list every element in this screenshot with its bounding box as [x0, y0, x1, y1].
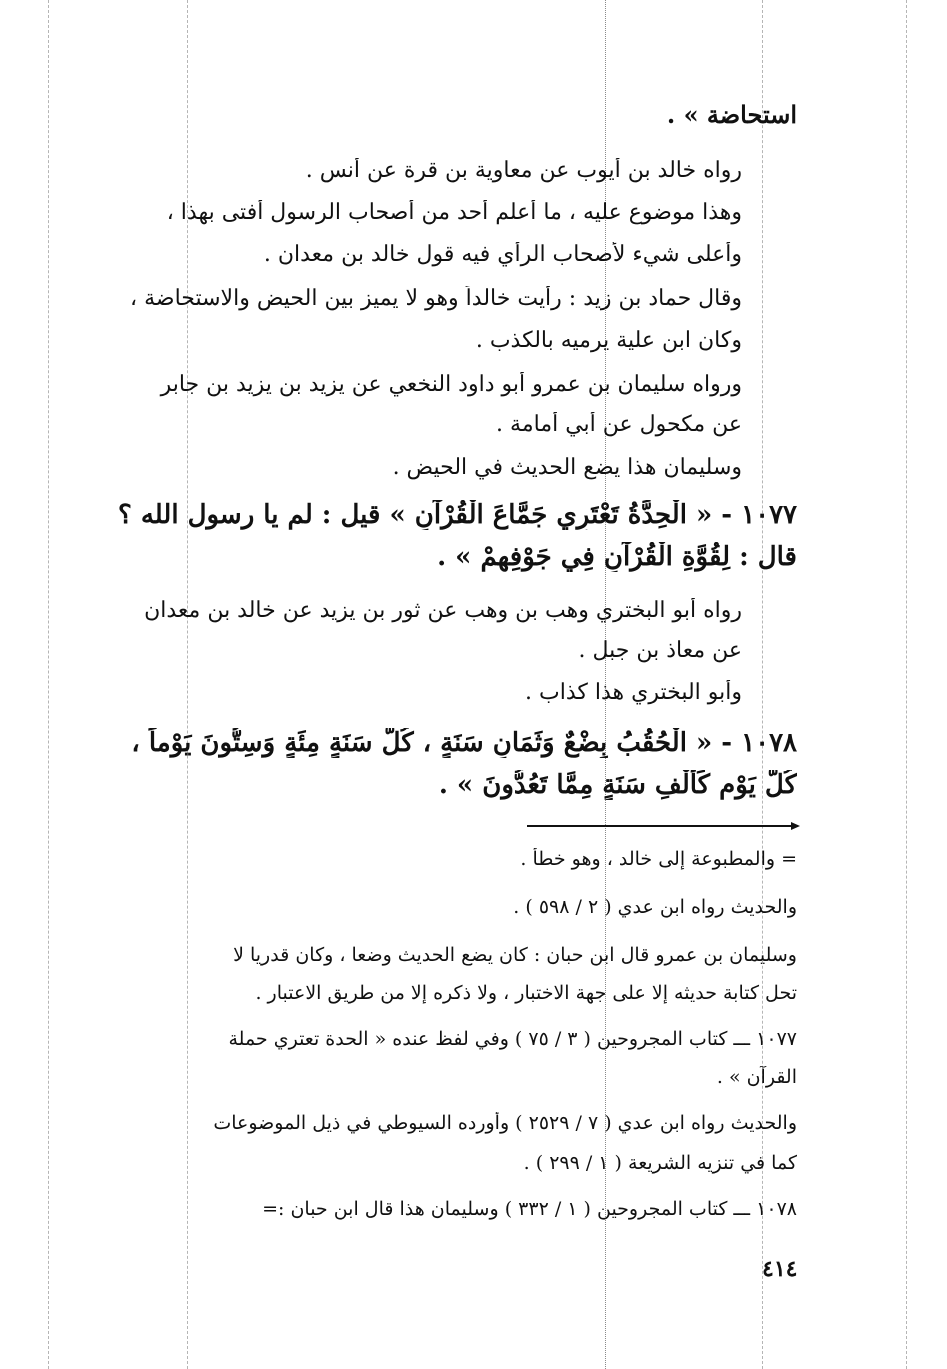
- hadith-heading-1077: ١٠٧٧ - « الْحِدَّةُ تَعْتَرِي جَمَّاعَ الْقُرْآنِ » قيل : لم يا رسول الله ؟: [118, 500, 797, 530]
- page-number: ٤١٤: [762, 1256, 798, 1282]
- text-line: عن معاذ بن جبل .: [578, 638, 742, 663]
- footnote-line: = والمطبوعة إلى خالد ، وهو خطأ .: [520, 848, 797, 870]
- text-line: ورواه سليمان بن عمرو أبو داود النخعي عن يزيد بن يزيد بن جابر: [160, 372, 742, 397]
- hadith-heading-1078: ١٠٧٨ - « الْحُقُبُ بِضْعٌ وَثَمَانِ سَنَةٍ ، كُلُّ سَنَةٍ مِئَةٍ وَسِتُّونَ يَوْماً ،: [131, 728, 797, 758]
- footnote-line: القرآن » .: [716, 1066, 797, 1088]
- text-line: وهذا موضوع عليه ، ما أعلم أحد من أصحاب الرسول أفتى بهذا ،: [166, 200, 742, 225]
- hadith-heading-1078-cont: كُلُّ يَوْمٍ كَأَلْفِ سَنَةٍ مِمَّا تَعُدُّونَ » .: [438, 770, 797, 800]
- text-line: استحاضة » .: [666, 100, 797, 129]
- footnote-line: والحديث رواه ابن عدي ( ٢ / ٥٩٨ ) .: [513, 896, 797, 918]
- footnote-line: وسليمان بن عمرو قال ابن حبان : كان يضع الحديث وضعا ، وكان قدريا لا: [233, 944, 797, 966]
- text-line: وأبو البختري هذا كذاب .: [525, 680, 742, 705]
- footnote-line: كما في تنزيه الشريعة ( ١ / ٢٩٩ ) .: [523, 1152, 797, 1174]
- footnote-1078: ١٠٧٨ ـــ كتاب المجروحين ( ١ / ٣٣٢ ) وسليمان هذا قال ابن حبان :=: [262, 1198, 797, 1220]
- text-line: وكان ابن علية يرميه بالكذب .: [475, 328, 742, 353]
- footnote-line: تحل كتابة حديثه إلا على جهة الاختبار ، ولا ذكره إلا من طريق الاعتبار .: [255, 982, 797, 1004]
- text-line: وأعلى شيء لأصحاب الرأي فيه قول خالد بن معدان .: [263, 242, 742, 267]
- text-line: رواه خالد بن أيوب عن معاوية بن قرة عن أنس .: [305, 158, 742, 183]
- footnote-line: والحديث رواه ابن عدي ( ٧ / ٢٥٢٩ ) وأورده السيوطي في ذيل الموضوعات: [213, 1112, 797, 1134]
- text-line: رواه أبو البختري وهب بن وهب عن ثور بن يزيد عن خالد بن معدان: [144, 598, 742, 623]
- footnote-1077: ١٠٧٧ ـــ كتاب المجروحين ( ٣ / ٧٥ ) وفي لفظ عنده « الحدة تعتري حملة: [228, 1028, 797, 1050]
- scan-guide-line: [906, 0, 907, 1369]
- hadith-heading-1077-cont: قال : لِقُوَّةِ الْقُرْآنِ فِي جَوْفِهِمْ » .: [437, 542, 797, 572]
- text-line: عن مكحول عن أبي أمامة .: [496, 412, 742, 437]
- footnote-separator: [527, 825, 798, 827]
- text-line: وقال حماد بن زيد : رأيت خالداً وهو لا يميز بين الحيض والاستحاضة ،: [130, 286, 742, 311]
- text-line: وسليمان هذا يضع الحديث في الحيض .: [392, 455, 742, 480]
- scan-guide-line: [48, 0, 49, 1369]
